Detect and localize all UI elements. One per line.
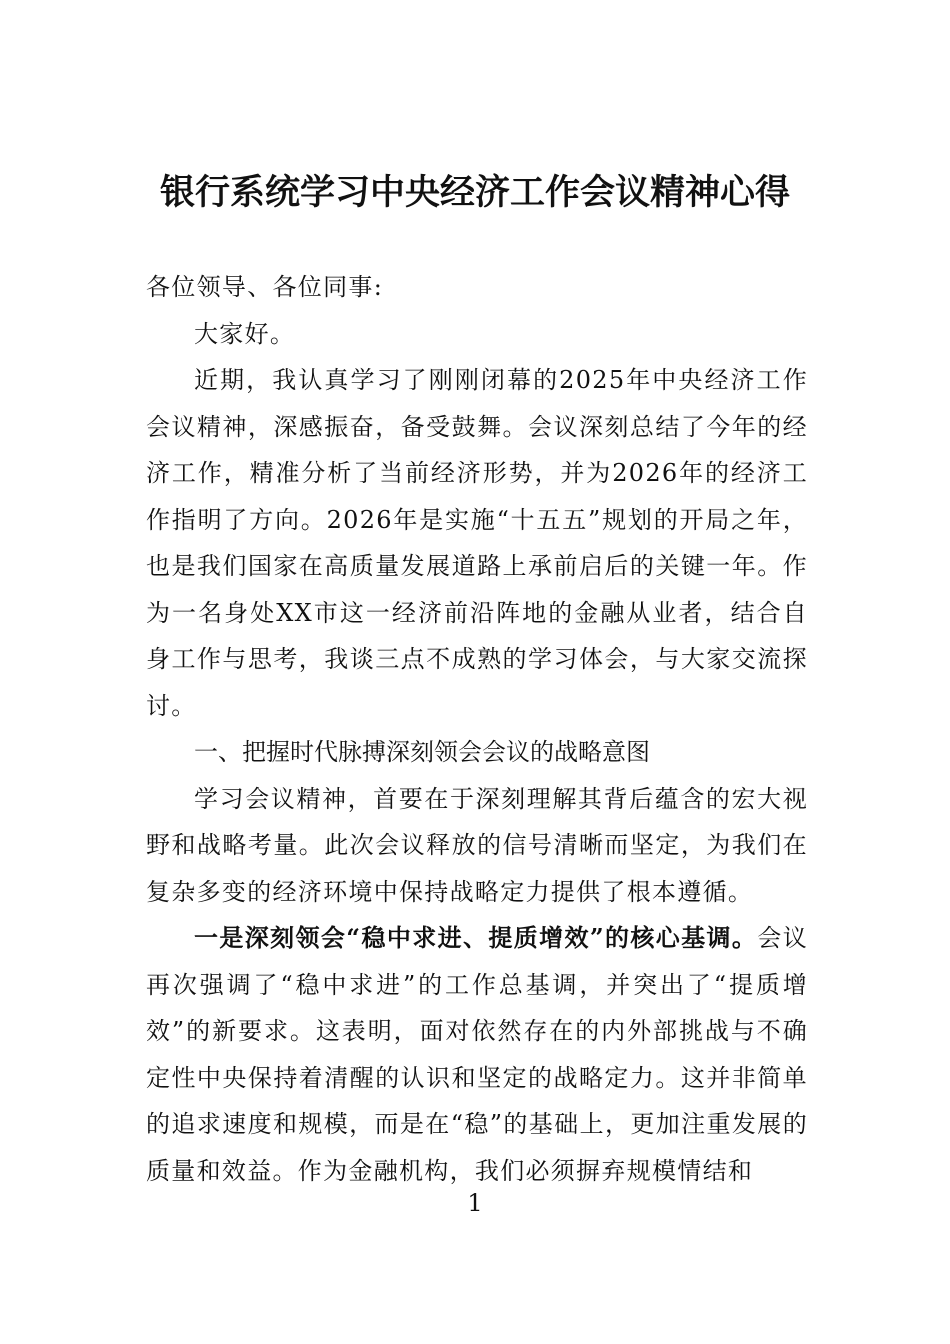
salutation: 各位领导、各位同事: [146, 273, 384, 301]
section-paragraph-1: 学习会议精神，首要在于深刻理解其背后蕴含的宏大视野和战略考量。此次会议释放的信号清晰而坚定，为我们在复杂多变的经济环境中保持战略定力提供了根本遵循。 [146, 784, 808, 906]
greeting: 大家好。 [194, 319, 296, 348]
page-number: 1 [467, 1189, 483, 1217]
section-heading-1: 一、把握时代脉搏深刻领会会议的战略意图 [194, 738, 650, 766]
point-body-1: 会议再次强调了“稳中求进”的工作总基调，并突出了“提质增效”的新要求。这表明，面对依然存在的内外部挑战与不确定性中央保持着清醒的认识和坚定的战略定力。这并非简单的追求速度和规模，而是在“稳”的基础上，更加注重发展的质量和效益。作为金融机构，我们必须摒弃规模情结和 [146, 924, 808, 1185]
point-lead-1: 一是深刻领会“稳中求进、提质增效”的核心基调。 [194, 923, 758, 952]
document-title: 银行系统学习中央经济工作会议精神心得 [159, 172, 790, 213]
intro-paragraph: 近期，我认真学习了刚刚闭幕的2025年中央经济工作会议精神，深感振奋，备受鼓舞。会议深刻总结了今年的经济工作，精准分析了当前经济形势，并为2026年的经济工作指明了方向。2026年是实施“十五五”规划的开局之年，也是我们国家在高质量发展道路上承前启后的关键一年。作为一名身处XX市这一经济前沿阵地的金融从业者，结合自身工作与思考，我谈三点不成熟的学习体会，与大家交流探讨。 [146, 366, 808, 720]
document-body [146, 264, 808, 1194]
point-paragraph-1 [146, 915, 808, 1194]
